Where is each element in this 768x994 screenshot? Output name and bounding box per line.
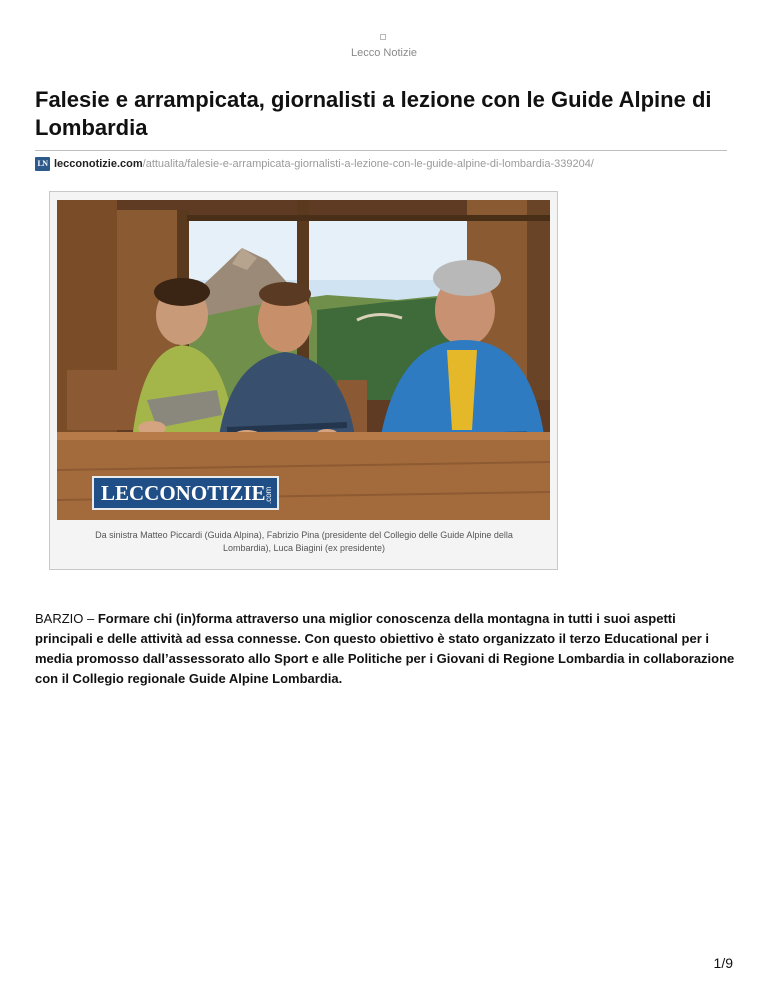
dateline: BARZIO – — [35, 611, 98, 626]
title-divider — [35, 150, 727, 151]
article-photo — [57, 200, 550, 520]
article-lead-paragraph — [35, 609, 735, 689]
watermark-suffix: .com — [264, 486, 273, 504]
article-title: Falesie e arrampicata, giornalisti a lezione con le Guide Alpine di Lombardia — [35, 87, 712, 140]
site-name: Lecco Notizie — [350, 47, 418, 59]
url-path: /attualita/falesie-e-arrampicata-giornalisti-a-lezione-con-le-guide-alpine-di-lombardia-339204/ — [142, 158, 594, 170]
source-url[interactable] — [54, 158, 594, 170]
image-caption: Da sinistra Matteo Piccardi (Guida Alpina), Fabrizio Pina (presidente del Collegio delle Guide Alpine della Lombardia), Luca Biagini (ex presidente) — [95, 530, 513, 553]
site-favicon-icon: LN — [35, 157, 50, 171]
page-number: 1/9 — [713, 955, 733, 971]
url-domain: lecconotizie.com — [54, 158, 143, 170]
square-icon — [380, 34, 386, 40]
photo-illustration — [57, 200, 550, 520]
watermark-text: LECCONOTIZIE — [101, 481, 266, 505]
lead-text: Formare chi (in)forma attraverso una miglior conoscenza della montagna in tutti i suoi aspetti principali e delle attività ad essa connesse. Con questo obiettivo è stato organizzato il terzo Educational per i media promosso dall’assessorato allo Sport e alle Politiche per i Giovani di Regione Lombardia in collaborazione con il Collegio regionale Guide Alpine Lombardia. — [35, 611, 735, 686]
